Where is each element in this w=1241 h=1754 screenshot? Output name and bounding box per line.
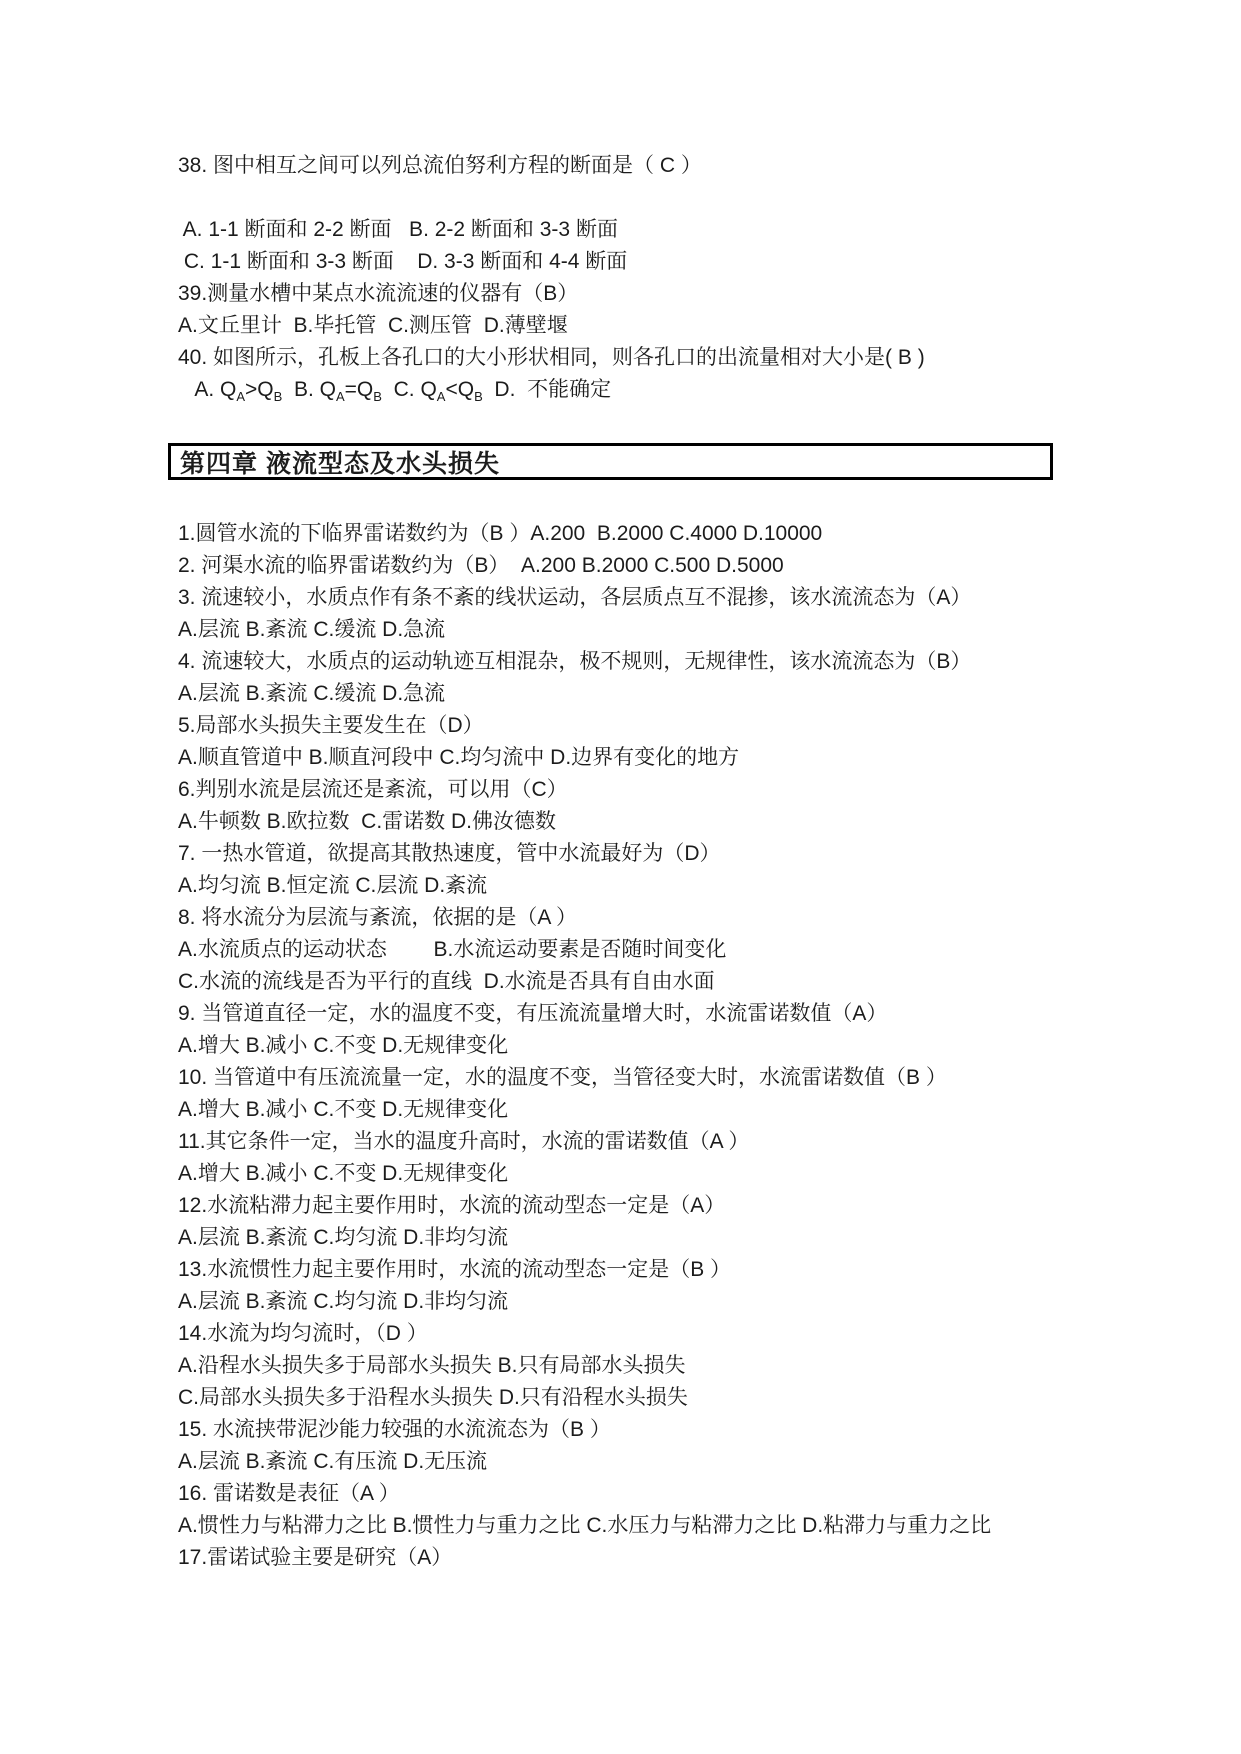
text-line: A.层流 B.紊流 C.缓流 D.急流 — [178, 682, 446, 705]
text-line: C. 1-1 断面和 3-3 断面 D. 3-3 断面和 4-4 断面 — [178, 250, 628, 273]
text-line: 1.圆管水流的下临界雷诺数约为（B ）A.200 B.2000 C.4000 D.10000 — [178, 522, 823, 545]
text-line: 14.水流为均匀流时，（D ） — [178, 1322, 428, 1345]
text-line: 39.测量水槽中某点水流流速的仪器有（B） — [178, 282, 579, 305]
text-line: A.惯性力与粘滞力之比 B.惯性力与重力之比 C.水压力与粘滞力之比 D.粘滞力与重力之比 — [178, 1514, 992, 1537]
text-line: A.层流 B.紊流 C.缓流 D.急流 — [178, 618, 446, 641]
text-line: A.牛顿数 B.欧拉数 C.雷诺数 D.佛汝德数 — [178, 810, 557, 833]
text-line: 6.判别水流是层流还是紊流，可以用（C） — [178, 778, 568, 801]
chapter-title: 第四章 液流型态及水头损失 — [180, 449, 500, 478]
text-line: A.均匀流 B.恒定流 C.层流 D.紊流 — [178, 874, 488, 897]
text-line: 12.水流粘滞力起主要作用时，水流的流动型态一定是（A） — [178, 1194, 726, 1217]
text-line: A.文丘里计 B.毕托管 C.测压管 D.薄壁堰 — [178, 314, 568, 337]
text-line: 2. 河渠水流的临界雷诺数约为（B） A.200 B.2000 C.500 D.5000 — [178, 554, 784, 577]
text-line: A.层流 B.紊流 C.有压流 D.无压流 — [178, 1450, 488, 1473]
text-line: A. $Q_A>Q_B$ B. $Q_A=Q_B$ C. $Q_A<Q_B$ D. 不能确定 — [178, 378, 612, 405]
text-line: 9. 当管道直径一定，水的温度不变，有压流流量增大时，水流雷诺数值（A） — [178, 1002, 888, 1025]
text-line: 11.其它条件一定，当水的温度升高时，水流的雷诺数值（A ） — [178, 1130, 750, 1153]
text-line: A.水流质点的运动状态 B.水流运动要素是否随时间变化 — [178, 938, 727, 961]
top-questions-section — [178, 150, 925, 406]
text-line: A.顺直管道中 B.顺直河段中 C.均匀流中 D.边界有变化的地方 — [178, 746, 740, 769]
text-line: 8. 将水流分为层流与紊流，依据的是（A ） — [178, 906, 578, 929]
chapter-header-box — [168, 443, 1053, 480]
text-line: 4. 流速较大，水质点的运动轨迹互相混杂，极不规则，无规律性，该水流流态为（B） — [178, 650, 972, 673]
text-line: 40. 如图所示，孔板上各孔口的大小形状相同，则各孔口的出流量相对大小是( B ) — [178, 346, 925, 369]
text-line: 16. 雷诺数是表征（A ） — [178, 1482, 400, 1505]
text-line: A.沿程水头损失多于局部水头损失 B.只有局部水头损失 — [178, 1354, 686, 1377]
text-line: 7. 一热水管道，欲提高其散热速度，管中水流最好为（D） — [178, 842, 721, 865]
text-line: 38. 图中相互之间可以列总流伯努利方程的断面是（ C ） — [178, 154, 702, 177]
text-line: 5.局部水头损失主要发生在（D） — [178, 714, 484, 737]
text-line: 17.雷诺试验主要是研究（A） — [178, 1546, 453, 1569]
chapter-questions-section — [178, 518, 991, 1574]
text-line — [178, 182, 925, 214]
text-line: A.增大 B.减小 C.不变 D.无规律变化 — [178, 1034, 509, 1057]
text-line: 3. 流速较小，水质点作有条不紊的线状运动，各层质点互不混掺，该水流流态为（A） — [178, 586, 972, 609]
text-line: A.层流 B.紊流 C.均匀流 D.非均匀流 — [178, 1226, 509, 1249]
text-line: A.增大 B.减小 C.不变 D.无规律变化 — [178, 1162, 509, 1185]
text-line: C.水流的流线是否为平行的直线 D.水流是否具有自由水面 — [178, 970, 715, 993]
text-line: A.增大 B.减小 C.不变 D.无规律变化 — [178, 1098, 509, 1121]
text-line: C.局部水头损失多于沿程水头损失 D.只有沿程水头损失 — [178, 1386, 688, 1409]
text-line: 10. 当管道中有压流流量一定，水的温度不变，当管径变大时，水流雷诺数值（B ） — [178, 1066, 947, 1089]
text-line: 13.水流惯性力起主要作用时，水流的流动型态一定是（B ） — [178, 1258, 732, 1281]
text-line: A. 1-1 断面和 2-2 断面 B. 2-2 断面和 3-3 断面 — [178, 218, 618, 241]
text-line: A.层流 B.紊流 C.均匀流 D.非均匀流 — [178, 1290, 509, 1313]
text-line: 15. 水流挟带泥沙能力较强的水流流态为（B ） — [178, 1418, 611, 1441]
